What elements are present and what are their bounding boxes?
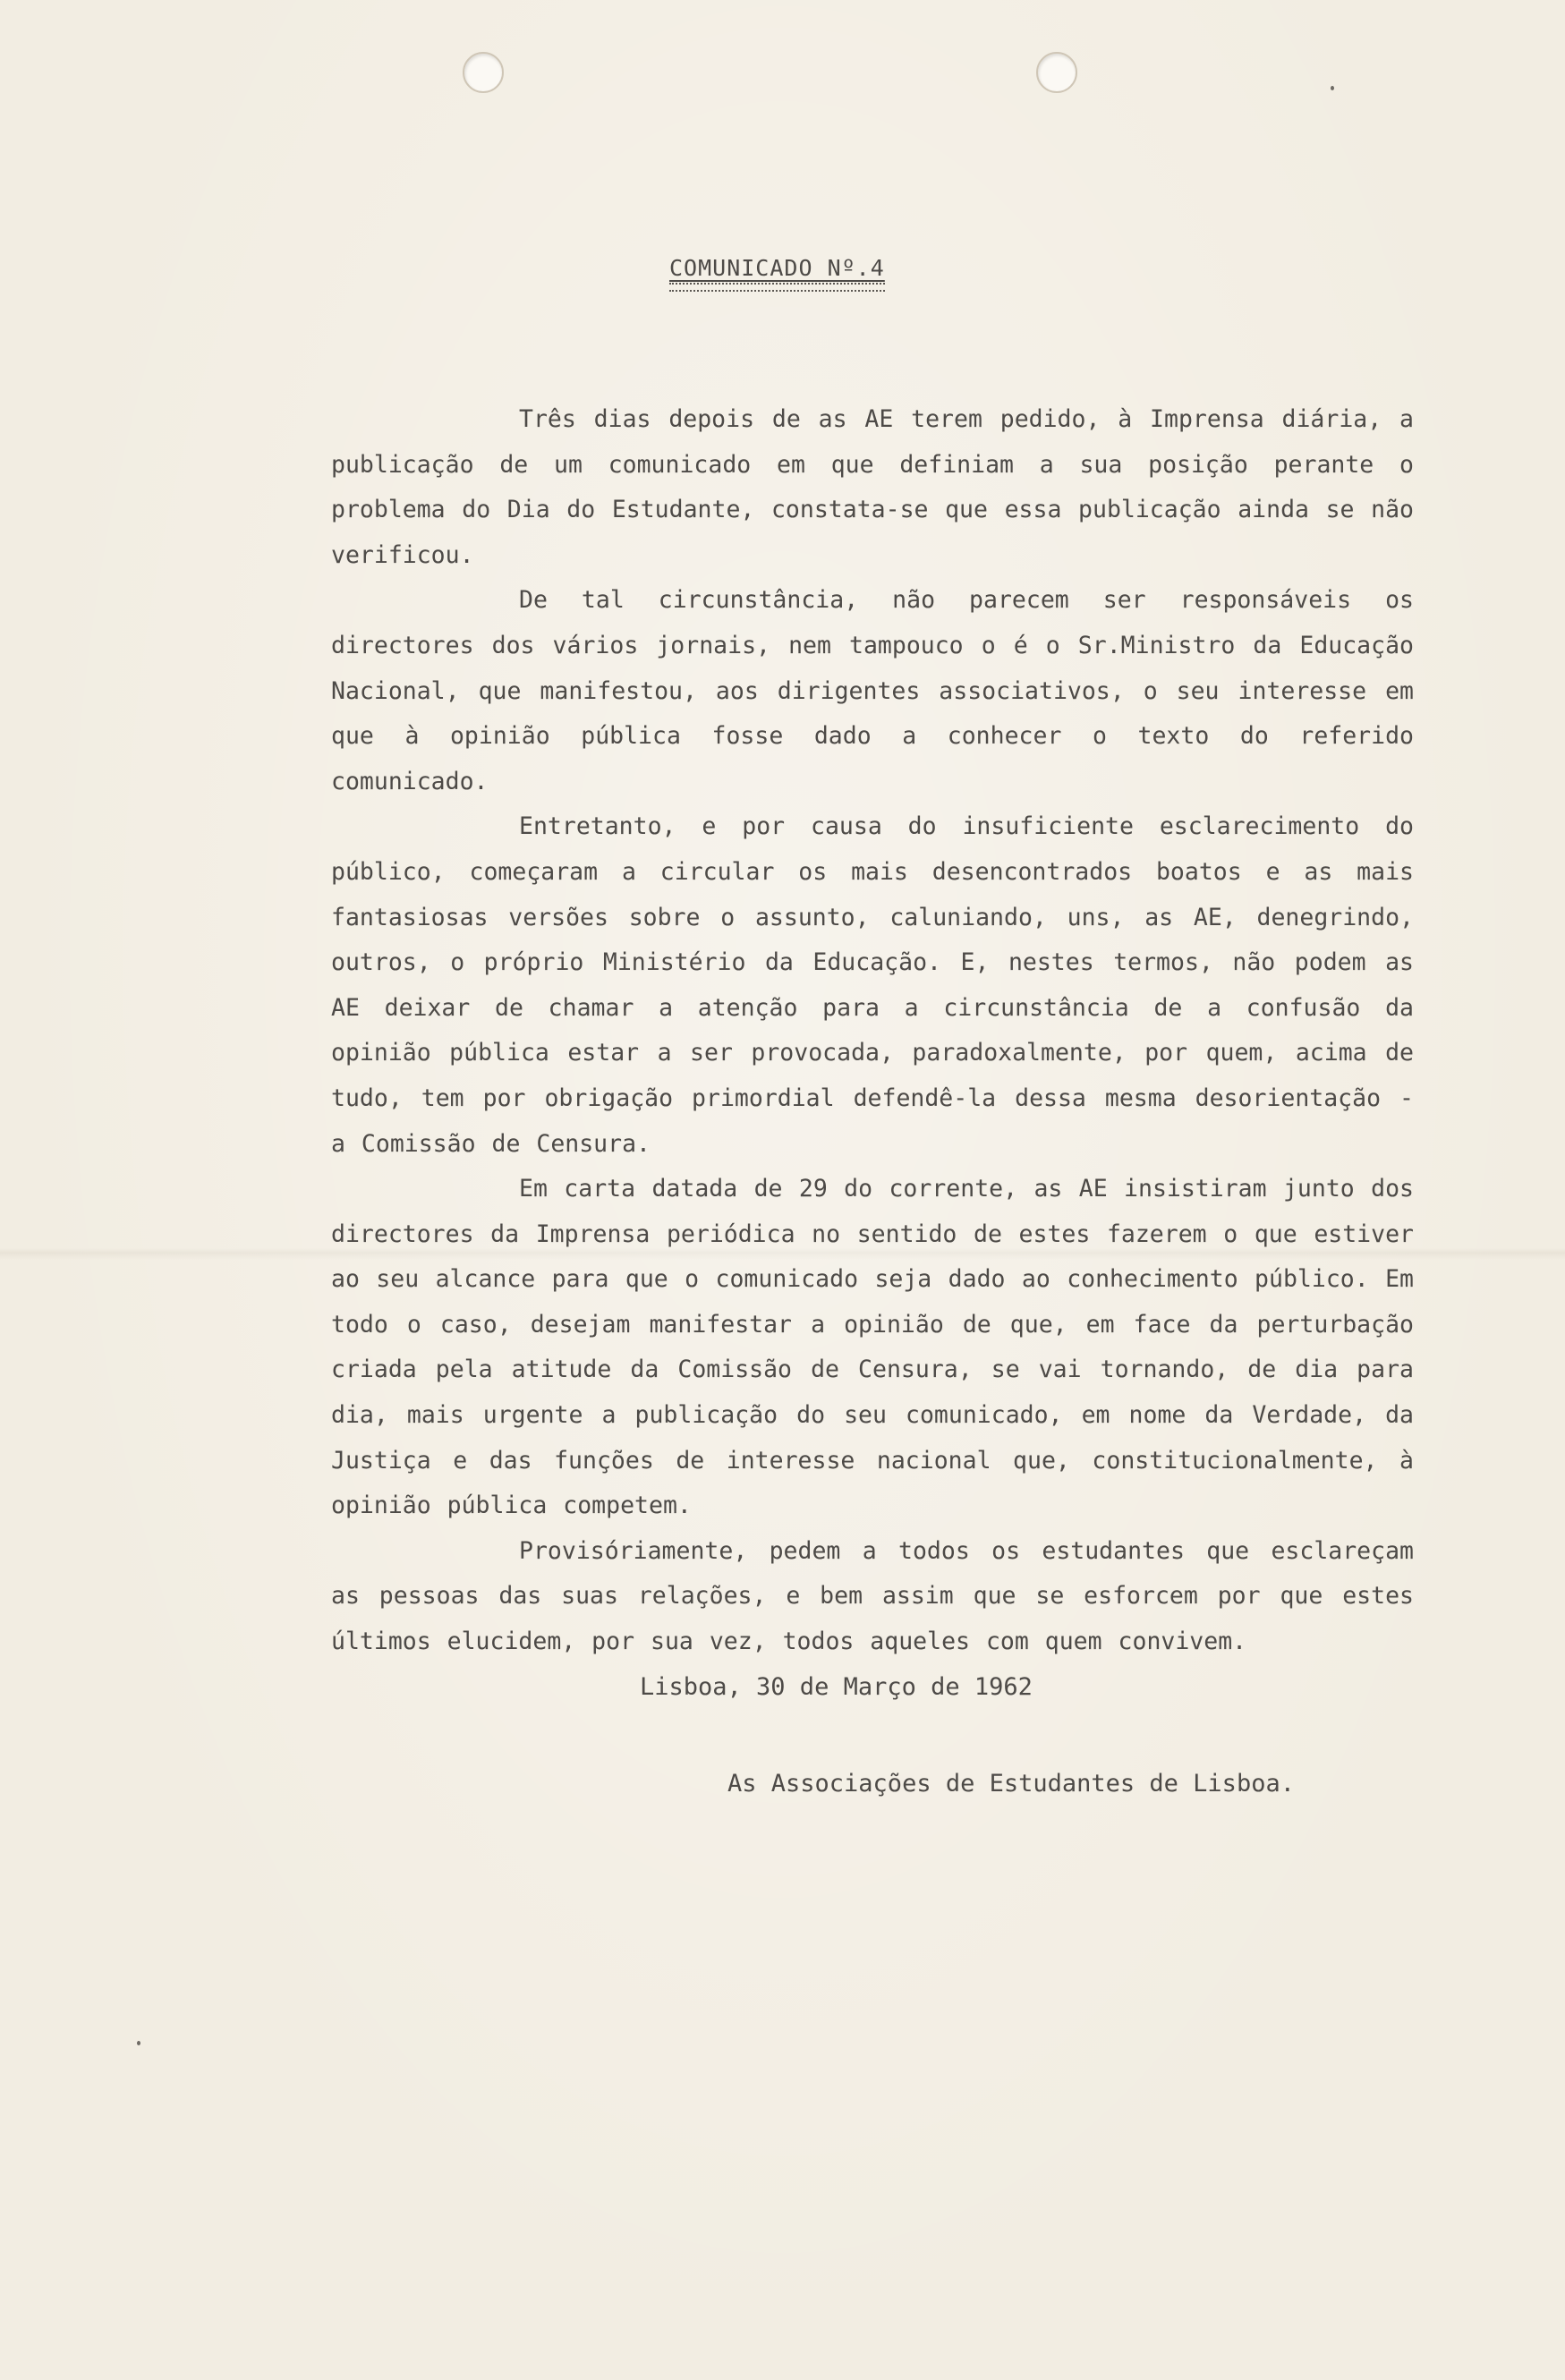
document-body <box>331 397 1414 1665</box>
paper-speck <box>137 2041 140 2045</box>
punch-hole-right <box>1036 52 1077 93</box>
paragraph-2: De tal circunstância, não parecem ser responsáveis os directores dos vários jornais, nem tampouco o é o Sr.Ministro da Educação Nacional, que manifestou, aos dirigentes associativos, o seu interesse em que à opinião pública fosse dado a conhecer o texto do referido comunicado. <box>331 586 1414 795</box>
date-line: Lisboa, 30 de Março de 1962 <box>640 1673 1033 1701</box>
paper-speck <box>1331 86 1334 90</box>
paragraph-4: Em carta datada de 29 do corrente, as AE insistiram junto dos directores da Imprensa periódica no sentido de estes fazerem o que estiver ao seu alcance para que o comunicado seja dado ao conhecimento público. Em todo o caso, desejam manifestar a opinião de que, em face da perturbação criada pela atitude da Comissão de Censura, se vai tornando, de dia para dia, mais urgente a publicação do seu comunicado, em nome da Verdade, da Justiça e das funções de interesse nacional que, constitucionalmente, à opinião pública competem. <box>331 1175 1414 1520</box>
document-title: COMUNICADO Nº.4 <box>669 255 885 281</box>
paragraph-1: Três dias depois de as AE terem pedido, à Imprensa diária, a publicação de um comunicado em que definiam a sua posição perante o problema do Dia do Estudante, constata-se que essa publicação ainda se não verificou. <box>331 405 1414 569</box>
document-title-block <box>669 255 885 292</box>
title-double-rule <box>669 283 885 292</box>
paragraph-5: Provisóriamente, pedem a todos os estudantes que esclareçam as pessoas das suas relações, e bem assim que se esforcem por que estes últimos elucidem, por sua vez, todos aqueles com quem convivem. <box>331 1536 1414 1656</box>
signature-line: As Associações de Estudantes de Lisboa. <box>727 1770 1295 1798</box>
paragraph-3: Entretanto, e por causa do insuficiente esclarecimento do público, começaram a circular os mais desencontrados boatos e as mais fantasiosas versões sobre o assunto, caluniando, uns, as AE, denegrindo, outros, o próprio Ministério da Educação. E, nestes termos, não podem as AE deixar de chamar a atenção para a circunstância de a confusão da opinião pública estar a ser provocada, paradoxalmente, por quem, acima de tudo, tem por obrigação primordial defendê-la dessa mesma desorientação - a Comissão de Censura. <box>331 812 1414 1158</box>
punch-hole-left <box>463 52 504 93</box>
